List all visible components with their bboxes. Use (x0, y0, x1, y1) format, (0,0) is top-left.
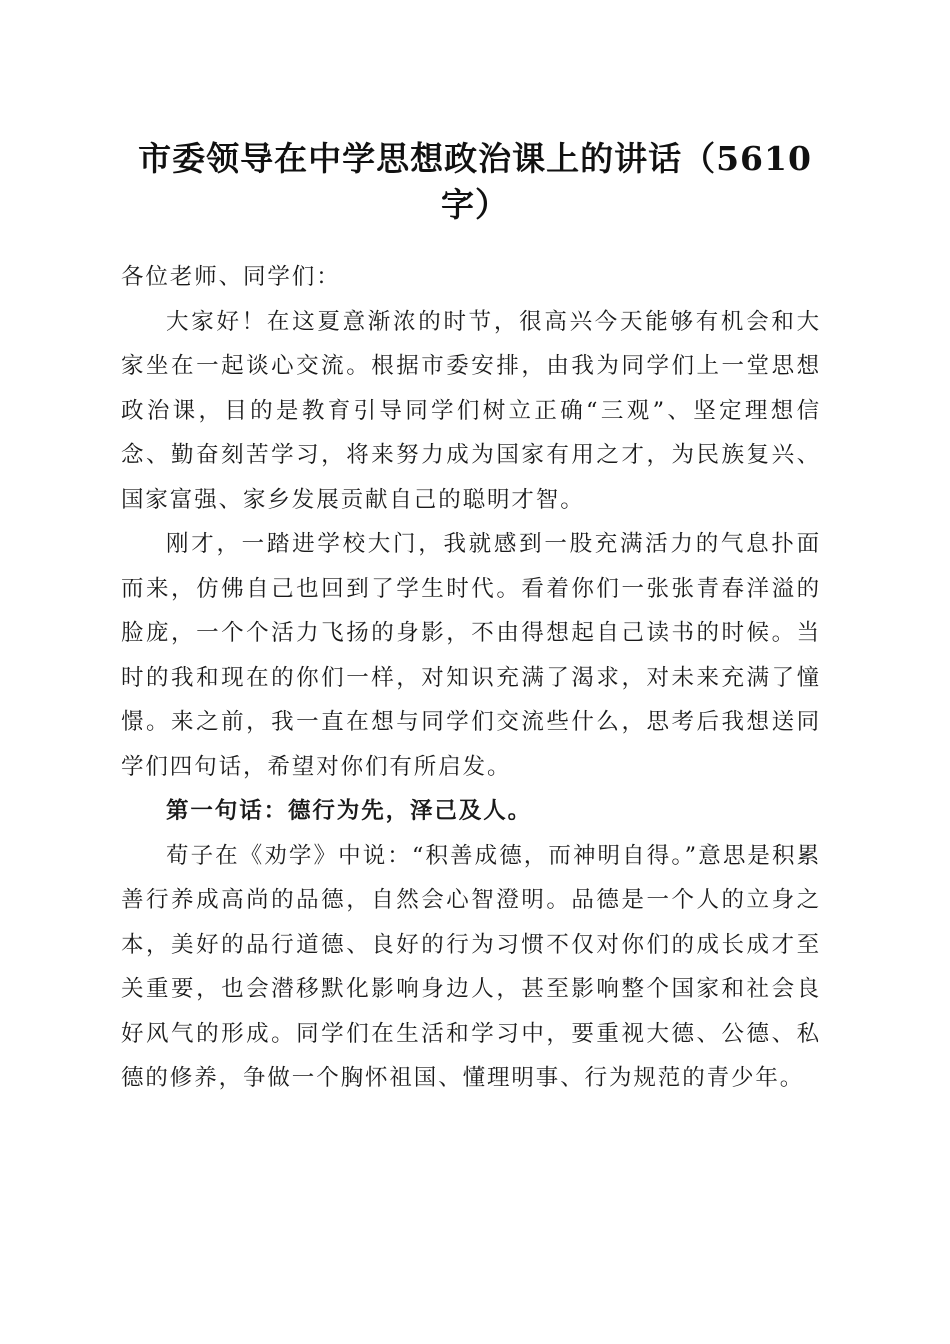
document-title: 市委领导在中学思想政治课上的讲话（5610字） (138, 139, 812, 224)
paragraph-impression: 刚才，一踏进学校大门，我就感到一股充满活力的气息扑面而来，仿佛自己也回到了学生时代。看着你们一张张青春洋溢的脸庞，一个个活力飞扬的身影，不由得想起自己读书的时候。当时的我和现在的你们一样，对知识充满了渴求，对未来充满了憧憬。来之前，我一直在想与同学们交流些什么，思考后我想送同学们四句话，希望对你们有所启发。 (121, 531, 821, 780)
document-body (121, 255, 821, 1101)
paragraph-virtue: 荀子在《劝学》中说：“积善成德，而神明自得。”意思是积累善行养成高尚的品德，自然会心智澄明。品德是一个人的立身之本，美好的品行道德、良好的行为习惯不仅对你们的成长成才至关重要，也会潜移默化影响身边人，甚至影响整个国家和社会良好风气的形成。同学们在生活和学习中，要重视大德、公德、私德的修养，争做一个胸怀祖国、懂理明事、行为规范的青少年。 (121, 842, 821, 1091)
section-heading: 第一句话：德行为先，泽己及人。 (166, 798, 533, 824)
paragraph-greeting: 大家好！在这夏意渐浓的时节，很高兴今天能够有机会和大家坐在一起谈心交流。根据市委安排，由我为同学们上一堂思想政治课，目的是教育引导同学们树立正确“三观”、坚定理想信念、勤奋刻苦学习，将来努力成为国家有用之才，为民族复兴、国家富强、家乡发展贡献自己的聪明才智。 (121, 308, 821, 513)
salutation: 各位老师、同学们： (121, 264, 341, 290)
